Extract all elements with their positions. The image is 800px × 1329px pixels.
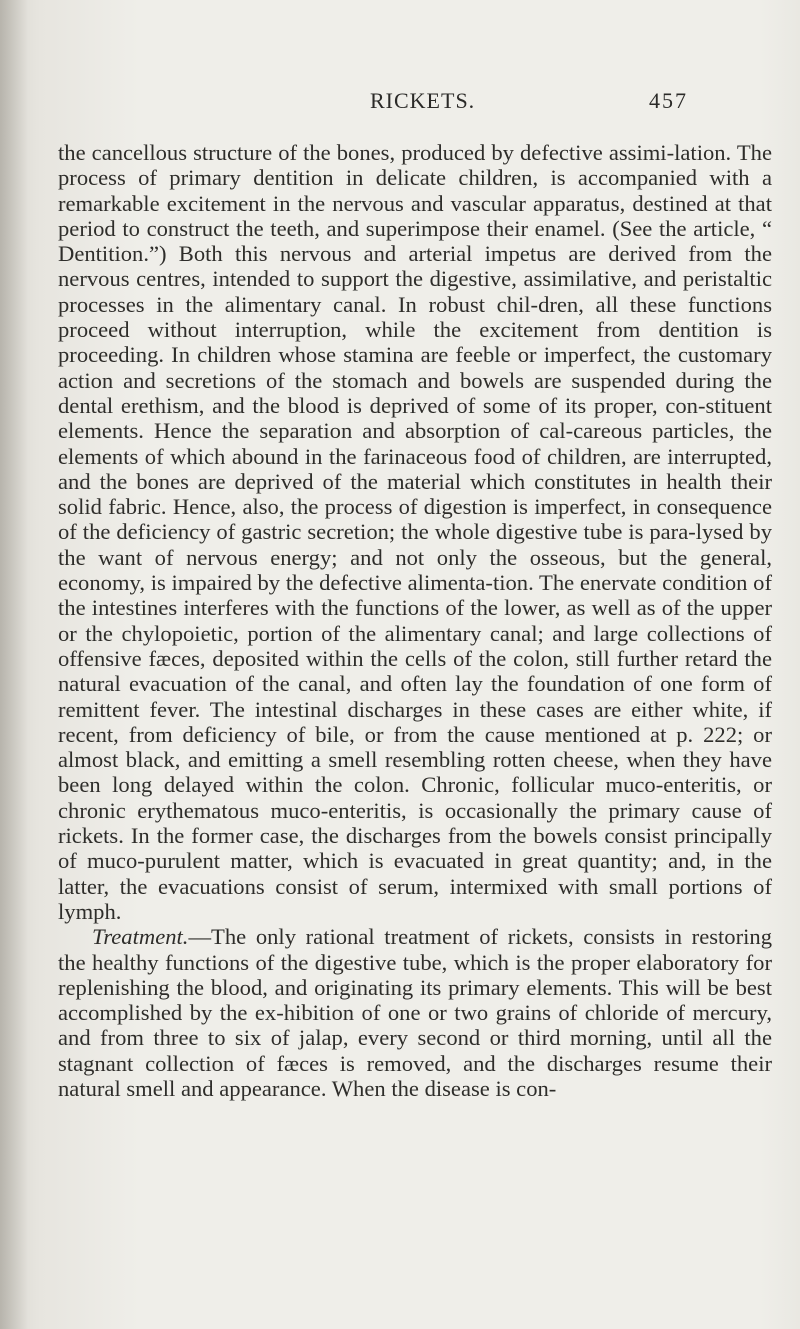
body-text [58, 140, 772, 1101]
page-number: 457 [649, 88, 688, 113]
paragraph-1: the cancellous structure of the bones, produced by defective assimi-lation. The process of primary dentition in delicate children, is accompanied with a remarkable excitement in the nervous and vascular apparatus, destined at that period to construct the teeth, and superimpose their enamel. (See the article, “ Dentition.”) Both this nervous and arterial impetus are derived from the nervous centres, intended to support the digestive, assimilative, and peristaltic processes in the alimentary canal. In robust chil-dren, all these functions proceed without interruption, while the excitement from dentition is proceeding. In children whose stamina are feeble or imperfect, the customary action and secretions of the stomach and bowels are suspended during the dental erethism, and the blood is deprived of some of its proper, con-stituent elements. Hence the separation and absorption of cal-careous particles, the elements of which abound in the farinaceous food of children, are interrupted, and the bones are deprived of the material which constitutes in health their solid fabric. Hence, also, the process of digestion is imperfect, in consequence of the deficiency of gastric secretion; the whole digestive tube is para-lysed by the want of nervous energy; and not only the osseous, but the general, economy, is impaired by the defective alimenta-tion. The enervate condition of the intestines interferes with the functions of the lower, as well as of the upper or the chylopoietic, portion of the alimentary canal; and large collections of offensive fæces, deposited within the cells of the colon, still further retard the natural evacuation of the canal, and often lay the foundation of one form of remittent fever. The intestinal discharges in these cases are either white, if recent, from deficiency of bile, or from the cause mentioned at p. 222; or almost black, and emitting a smell resembling rotten cheese, when they have been long delayed within the colon. Chronic, follicular muco-enteritis, or chronic erythematous muco-enteritis, is occasionally the primary cause of rickets. In the former case, the discharges from the bowels consist principally of muco-purulent matter, which is evacuated in great quantity; and, in the latter, the evacuations consist of serum, intermixed with small portions of lymph. [58, 140, 772, 924]
running-head-title: RICKETS. [370, 88, 476, 113]
page-edge-shadow [0, 0, 28, 1329]
running-head [238, 88, 688, 122]
paragraph-2 [58, 924, 772, 1101]
treatment-heading: Treatment. [92, 924, 189, 950]
treatment-text: —The only rational treatment of rickets, consists in restoring the healthy functions of the digestive tube, which is the proper elaboratory for replenishing the blood, and originating its primary elements. This will be best accomplished by the ex-hibition of one or two grains of chloride of mercury, and from three to six of jalap, every second or third morning, until all the stagnant collection of fæces is removed, and the discharges resume their natural smell and appearance. When the disease is con- [58, 924, 772, 1101]
